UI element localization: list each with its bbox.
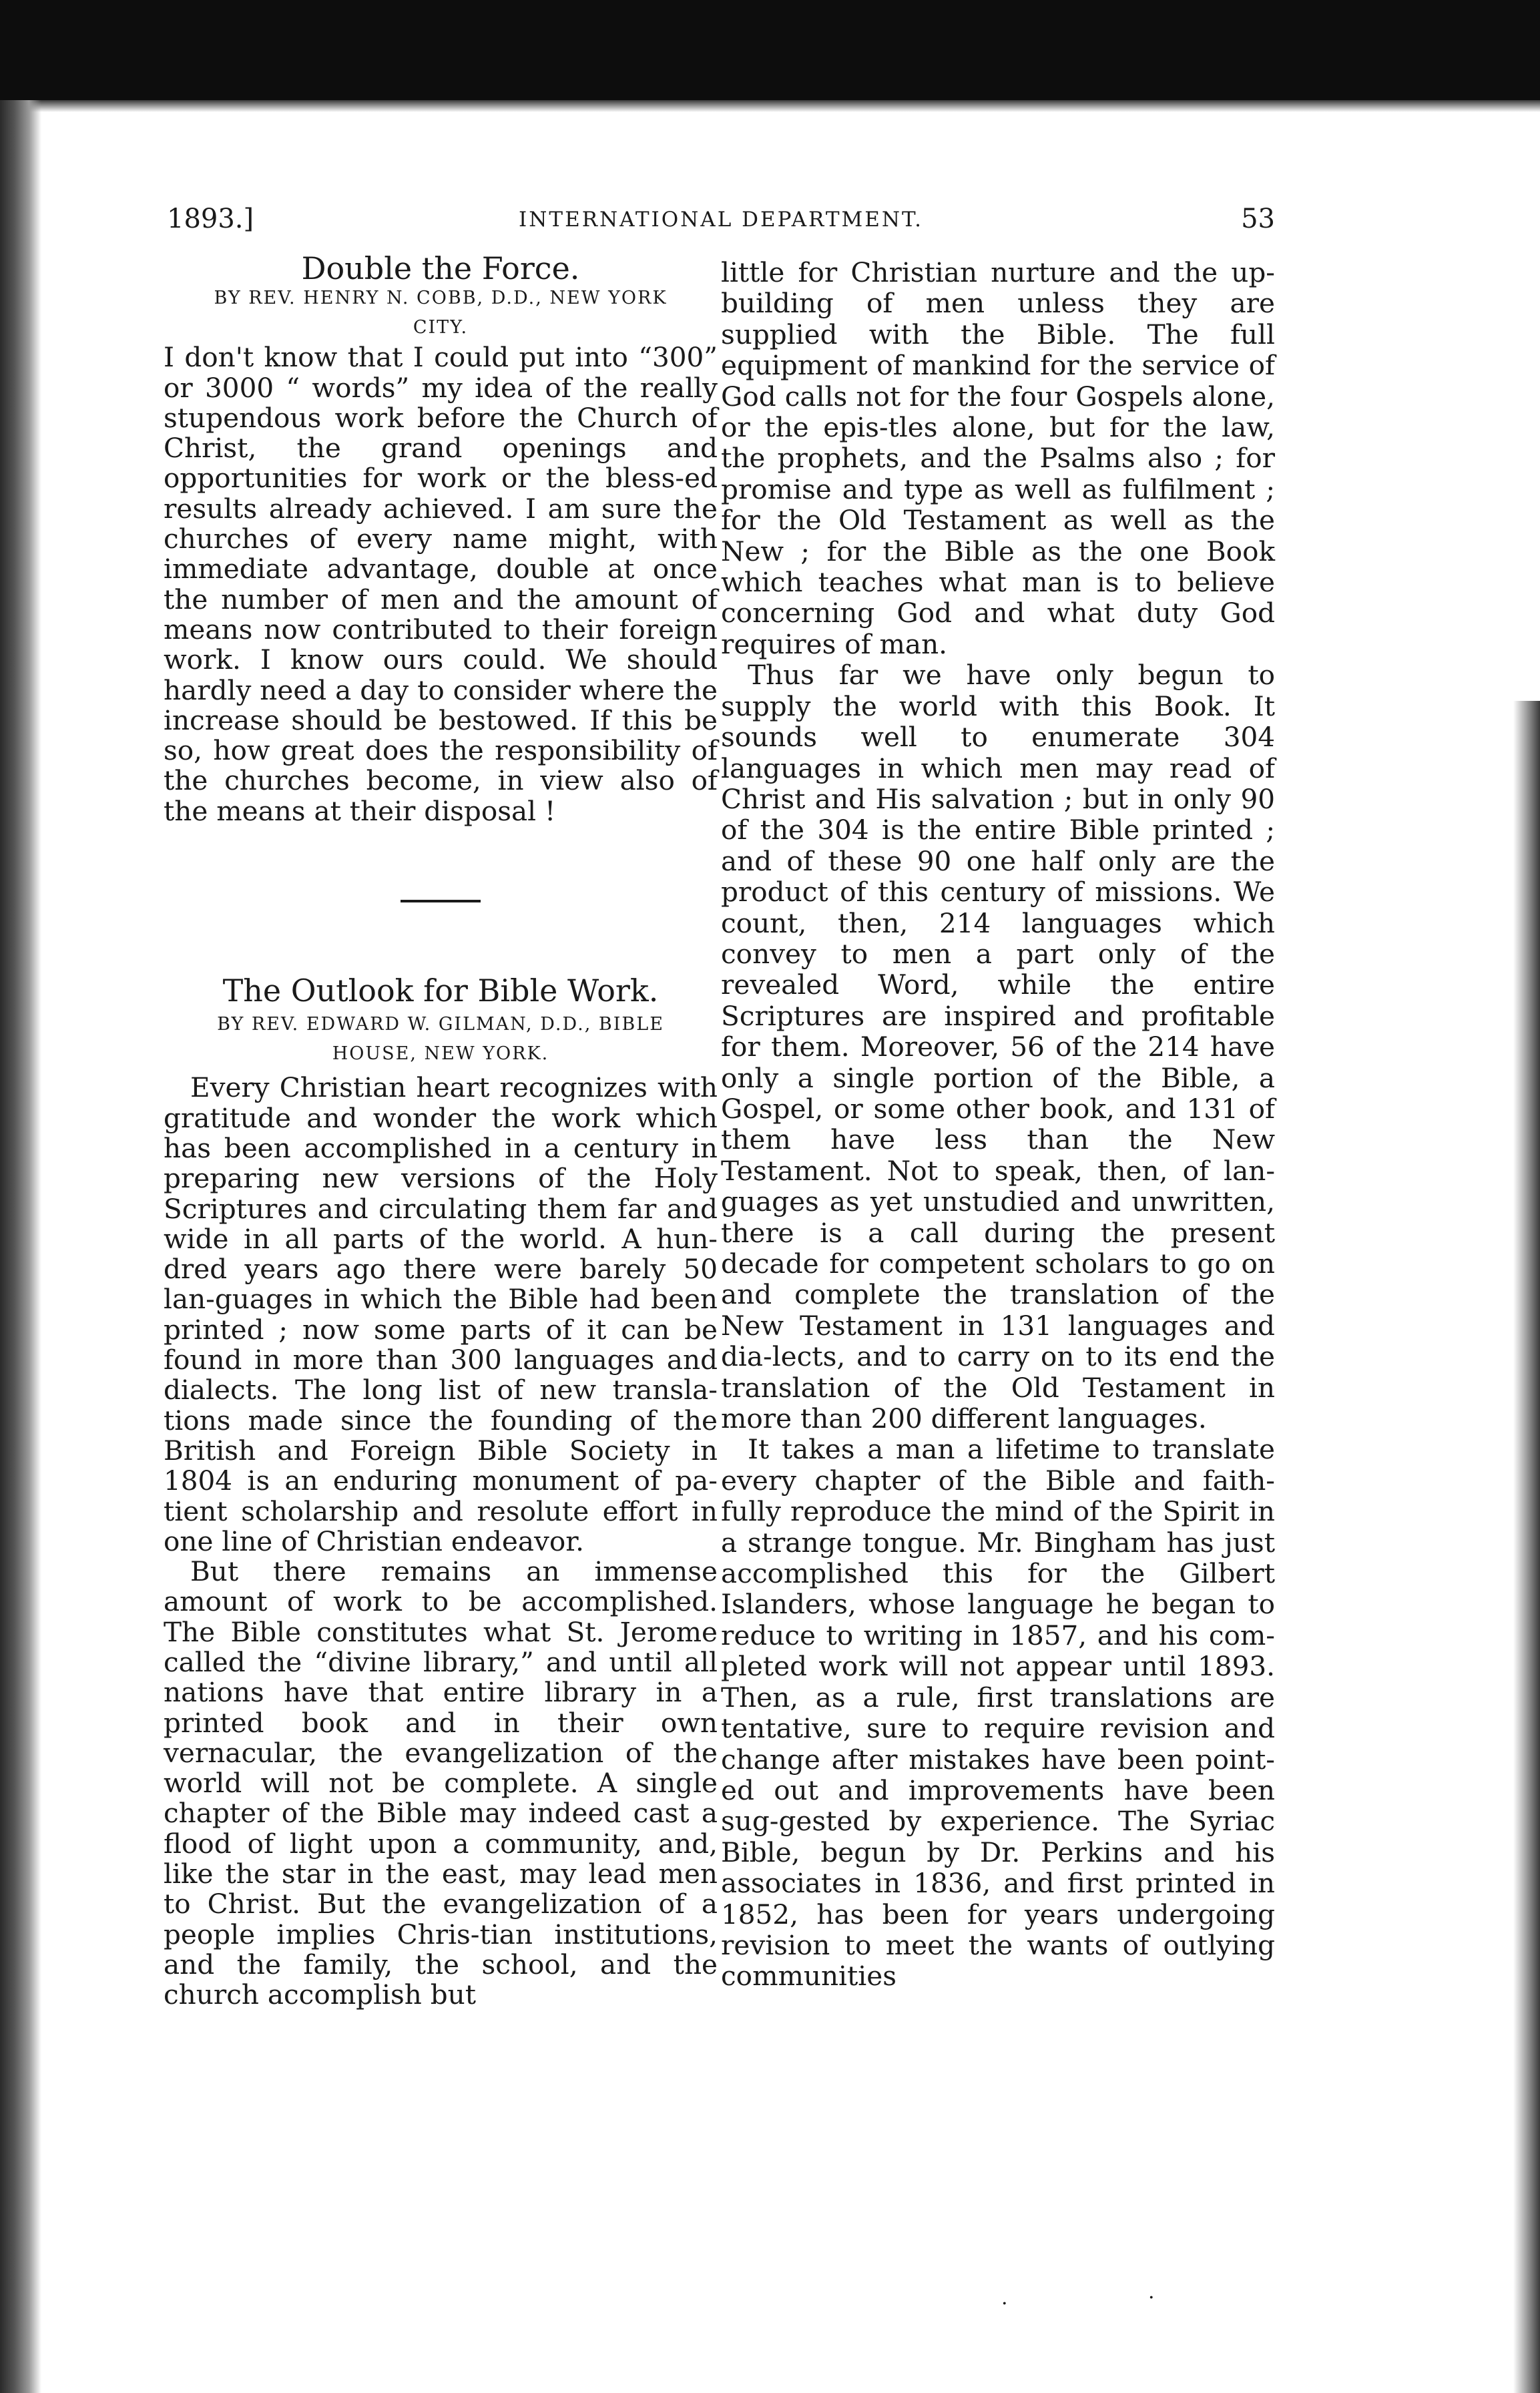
scan-border-top [0, 0, 1540, 100]
article-byline: BY REV. HENRY N. COBB, D.D., NEW YORK [214, 288, 668, 309]
article-paragraph: It takes a man a lifetime to translate every chapter of the Bible and faith-fully reproduce the mind of the Spirit in a strange tongue. Mr. Bingham has just accomplished this for the Gilbert Islanders, whose language he began to reduce to writing in 1857, and his com-pleted work will not appear until 1893. Then, as a rule, first translations are tentative, sure to require revision and change after mistakes have been point-ed out and improvements have been sug-gested by experience. The Syriac Bible, begun by Dr. Perkins and his associates in 1836, and first printed in 1852, has been for years undergoing revision to meet the wants of outlying communities [721, 1433, 1275, 1992]
scan-border-right [1513, 701, 1540, 2393]
running-header [167, 204, 1275, 244]
article-title-bible-work: The Outlook for Bible Work. [222, 973, 659, 1009]
article-body: I don't know that I could put into “300” or 3000 “ words” my idea of the really stupendous work before the Church of Christ, the grand openings and opportunities for work or the bless-ed results already achieved. I am sure the churches of every name might, with immediate advantage, double at once the number of men and the amount of means now contributed to their foreign work. I know ours could. We should hardly need a day to consider where the increase should be bestowed. If this be so, how great does the responsibility of the churches become, in view also of the means at their disposal ! [164, 341, 718, 827]
article-byline-city: CITY. [413, 317, 469, 338]
article-paragraph: Thus far we have only begun to supply the world with this Book. It sounds well to enumerate 304 languages in which men may read of Christ and His salvation ; but in only 90 of the 304 is the entire Bible printed ; and of these 90 one half only are the product of this century of missions. We count, then, 214 languages which convey to men a part only of the revealed Word, while the entire Scriptures are inspired and profitable for them. Moreover, 56 of the 214 have only a single portion of the Bible, a Gospel, or some other book, and 131 of them have less than the New Testament. Not to speak, then, of lan-guages as yet unstudied and unwritten, there is a call during the present decade for competent scholars to go on and complete the translation of the New Testament in 131 languages and dia-lects, and to carry on to its end the translation of the Old Testament in more than 200 different languages. [721, 659, 1275, 1435]
header-section-title: INTERNATIONAL DEPARTMENT. [519, 208, 923, 232]
print-specks: . · [1001, 2286, 1155, 2310]
article-byline-house: HOUSE, NEW YORK. [332, 1043, 549, 1065]
article-byline: BY REV. EDWARD W. GILMAN, D.D., BIBLE [217, 1014, 664, 1035]
header-year: 1893.] [167, 204, 254, 234]
article-paragraph: little for Christian nurture and the up-building of men unless they are supplied with the Bible. The full equipment of mankind for the service of God calls not for the four Gospels alone, or the epis-tles alone, but for the law, the prophets, and the Psalms also ; for promise and type as well as fulfilment ; for the Old Testament as well as the New ; for the Bible as the one Book which teaches what man is to believe concerning God and what duty God requires of man. [721, 256, 1275, 660]
article-paragraph: Every Christian heart recognizes with gratitude and wonder the work which has been accomplished in a century in preparing new versions of the Holy Scriptures and circulating them far and wide in all parts of the world. A hun-dred years ago there were barely 50 lan-guages in which the Bible had been printed ; now some parts of it can be found in more than 300 languages and dialects. The long list of new transla-tions made since the founding of the British and Foreign Bible Society in 1804 is an enduring monument of pa-tient scholarship and resolute effort in one line of Christian endeavor. [164, 1071, 718, 1557]
article-title-double-the-force: Double the Force. [301, 250, 580, 286]
page-number: 53 [1241, 204, 1275, 234]
right-column [721, 257, 1275, 1992]
left-column [164, 250, 718, 2011]
article-paragraph: But there remains an immense amount of work to be accomplished. The Bible constitutes what St. Jerome called the “divine library,” and until all nations have that entire library in a printed book and in their own vernacular, the evangelization of the world will not be complete. A single chapter of the Bible may indeed cast a flood of light upon a community, and, like the star in the east, may lead men to Christ. But the evangelization of a people implies Chris-tian institutions, and the family, the school, and the church accomplish but [164, 1555, 718, 2011]
scan-border-left [0, 100, 41, 2393]
